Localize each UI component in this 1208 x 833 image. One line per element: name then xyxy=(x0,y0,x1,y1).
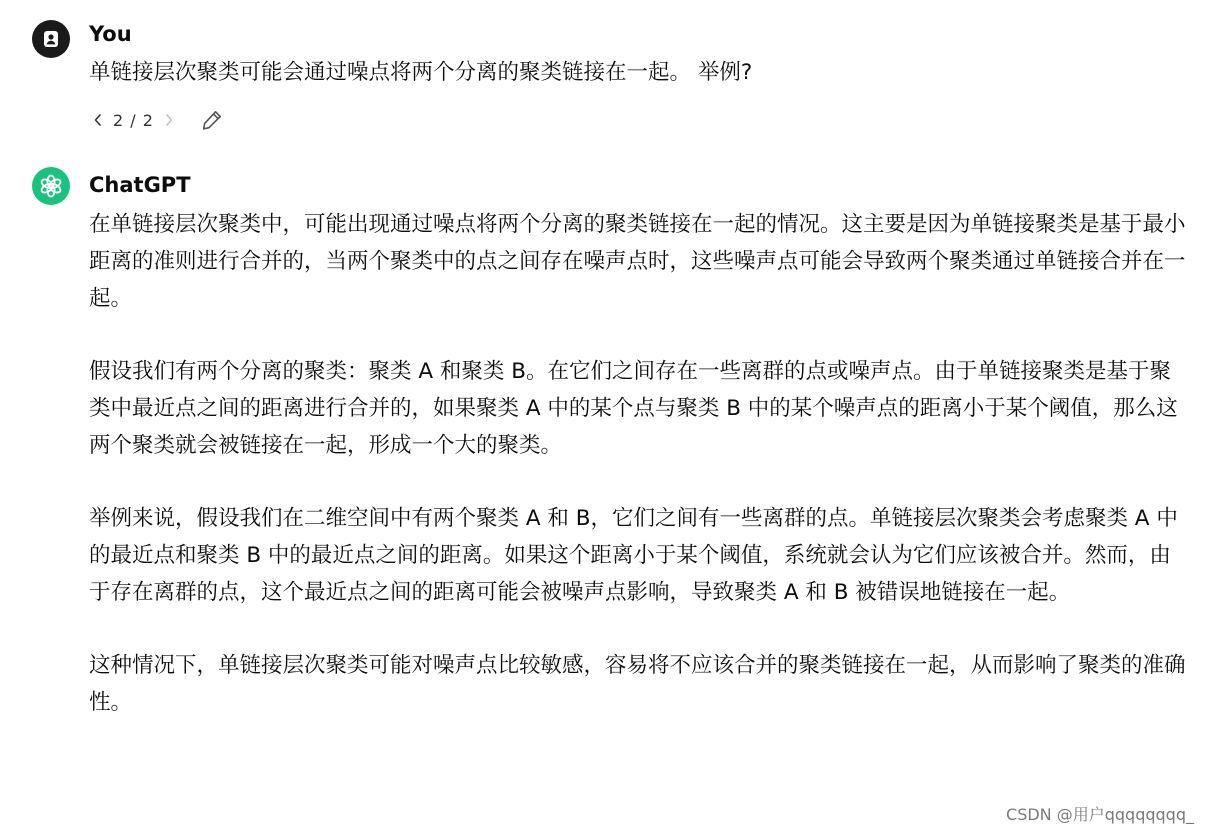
assistant-paragraph: 这种情况下，单链接层次聚类可能对噪声点比较敏感，容易将不应该合并的聚类链接在一起，从而影响了聚类的准确性。 xyxy=(89,653,1186,715)
previous-version-button[interactable] xyxy=(89,108,107,132)
chevron-right-icon xyxy=(164,113,174,127)
watermark: CSDN @用户qqqqqqqq_ xyxy=(1006,805,1194,824)
message-version-nav xyxy=(89,106,224,134)
chevron-left-icon xyxy=(93,113,103,127)
user-avatar xyxy=(32,20,70,58)
version-counter: 2 / 2 xyxy=(113,110,154,130)
assistant-paragraph: 假设我们有两个分离的聚类：聚类 A 和聚类 B。在它们之间存在一些离群的点或噪声点。由于单链接聚类是基于聚类中最近点之间的距离进行合并的，如果聚类 A 中的某个点与聚类 B 中的某个噪声点的距离小于某个阈值，那么这两个聚类就会被链接在一起，形成一个大的聚类。 xyxy=(89,359,1178,458)
assistant-paragraph: 在单链接层次聚类中，可能出现通过噪点将两个分离的聚类链接在一起的情况。这主要是因为单链接聚类是基于最小距离的准则进行合并的，当两个聚类中的点之间存在噪声点时，这些噪声点可能会导致两个聚类通过单链接合并在一起。 xyxy=(89,212,1186,311)
user-sender-name: You xyxy=(89,22,132,46)
user-icon xyxy=(42,30,60,48)
openai-logo-icon xyxy=(38,173,64,199)
assistant-avatar xyxy=(32,167,70,205)
pencil-icon xyxy=(200,108,224,132)
assistant-paragraph: 举例来说，假设我们在二维空间中有两个聚类 A 和 B，它们之间有一些离群的点。单链接层次聚类会考虑聚类 A 中的最近点和聚类 B 中的最近点之间的距离。如果这个距离小于某个阈值，系统就会认为它们应该被合并。然而，由于存在离群的点，这个最近点之间的距离可能会被噪声点影响，导致聚类 A 和 B 被错误地链接在一起。 xyxy=(89,506,1178,605)
edit-message-button[interactable] xyxy=(200,108,224,132)
assistant-sender-name: ChatGPT xyxy=(89,173,191,197)
next-version-button[interactable] xyxy=(160,108,178,132)
user-message-text: 单链接层次聚类可能会通过噪点将两个分离的聚类链接在一起。 举例? xyxy=(89,60,753,85)
assistant-message-body xyxy=(89,206,1188,757)
